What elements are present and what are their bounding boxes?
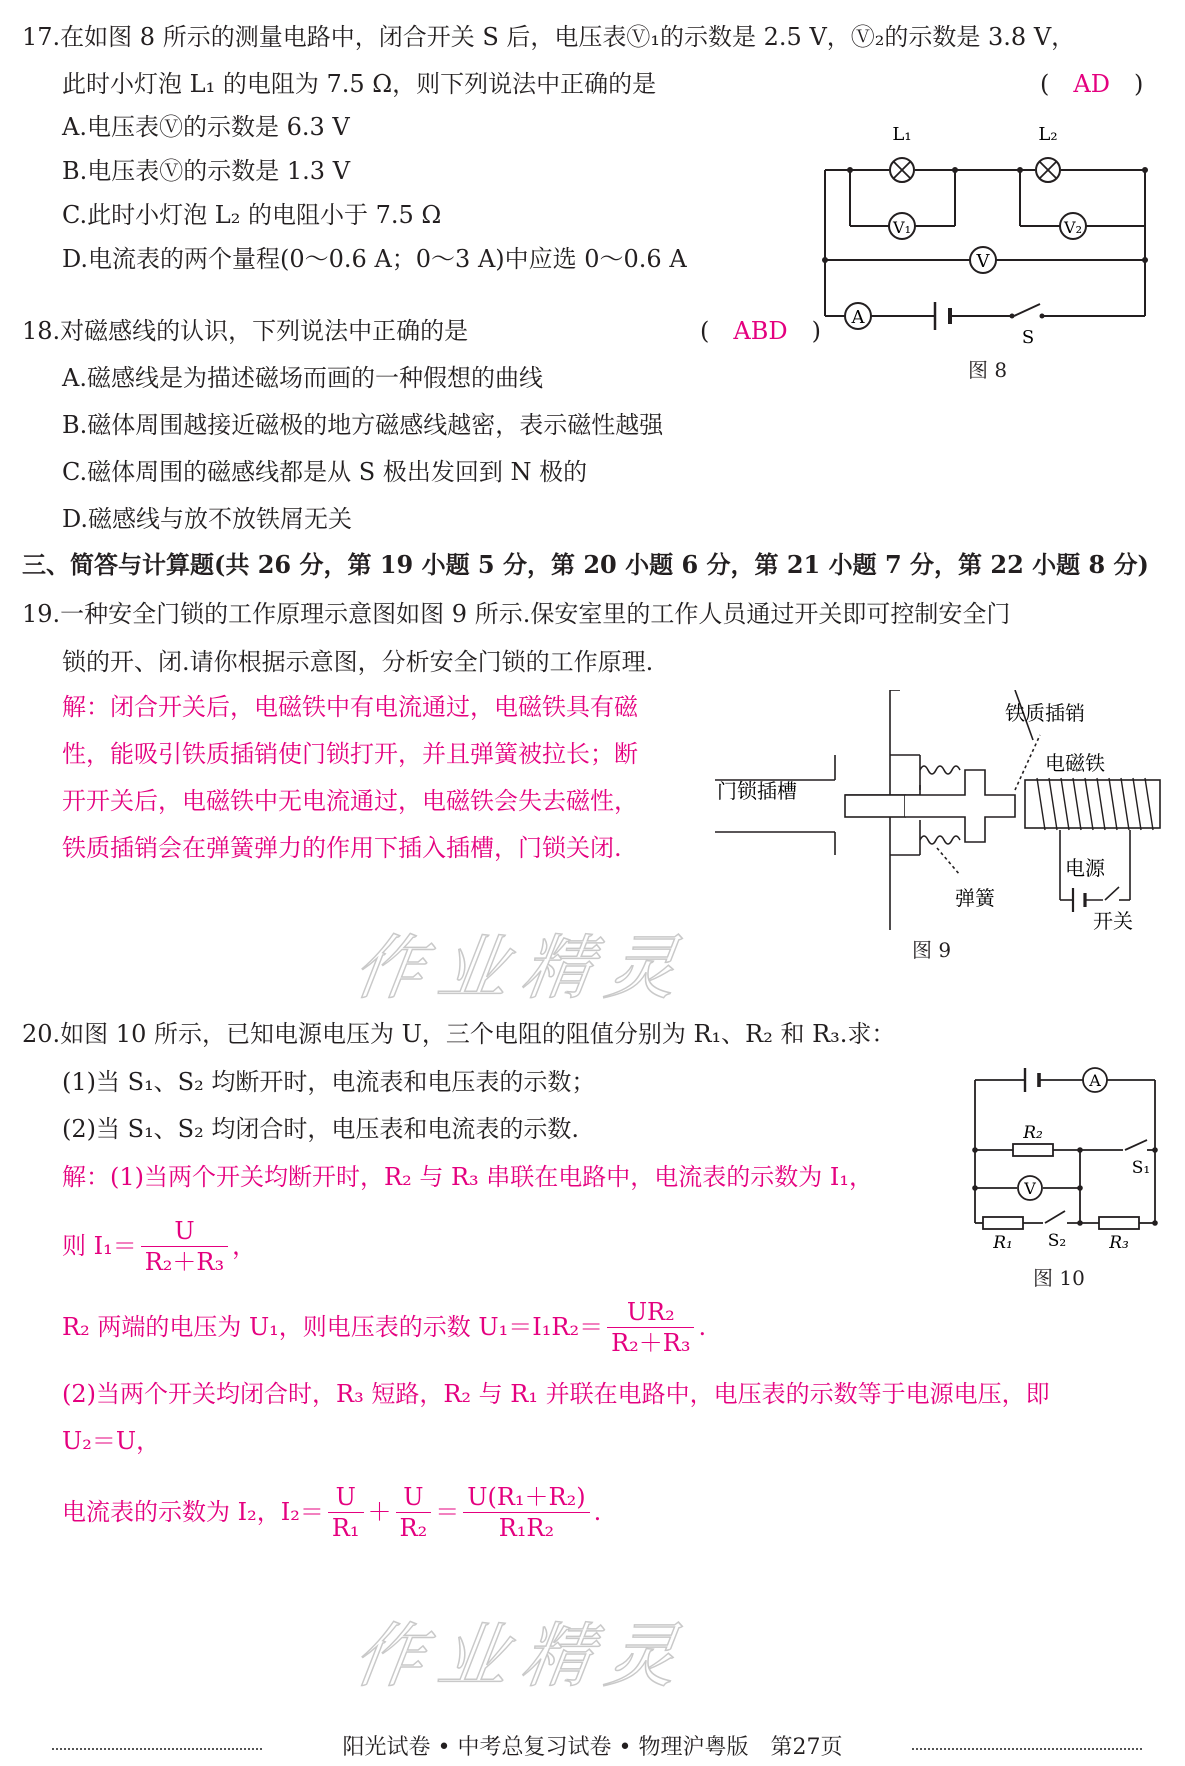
q18-option-c: C.磁体周围的磁感线都是从 S 极出发回到 N 极的 [62,458,588,486]
fig8-v1-label: V₁ [893,218,911,237]
q18-option-a: A.磁感线是为描述磁场而画的一种假想的曲线 [62,364,543,392]
fig10-v-label: V [1024,1179,1036,1198]
q20-sol-line6 [62,1478,601,1546]
q17-stem-line2: 此时小灯泡 L₁ 的电阻为 7.5 Ω，则下列说法中正确的是 [62,70,657,98]
q20-sol6-suffix: . [593,1498,602,1526]
fig8-s-label: S [1021,327,1035,348]
q20-fraction-u-r2 [396,1482,432,1543]
q19-solution-line4: 铁质插销会在弹簧弹力的作用下插入插槽，门锁关闭. [62,834,622,862]
fig10-r3-label: R₃ [1109,1233,1129,1248]
q18-option-d: D.磁感线与放不放铁屑无关 [62,505,353,533]
q20-f1-num: U [141,1216,228,1247]
section-3-header: 三、简答与计算题(共 26 分，第 19 小题 5 分，第 20 小题 6 分，第 21 小题 7 分，第 22 小题 8 分) [22,550,1149,579]
q20-f3-den: R₁ [331,1513,360,1542]
q17-option-a: A.电压表Ⓥ的示数是 6.3 V [62,113,350,141]
fig9-switch-label: 开关 [1093,909,1133,930]
fig8-l1-label: L₁ [892,124,912,145]
q17-answer: AD [1073,70,1110,98]
fig10-a-label: A [1089,1071,1101,1090]
q17-option-b: B.电压表Ⓥ的示数是 1.3 V [62,157,351,185]
q18-answer-box: ( ABD ) [700,317,821,345]
q20-fraction-u1 [607,1297,694,1358]
q20-f5-num: U(R₁＋R₂) [463,1482,589,1513]
q20-f2-num: UR₂ [607,1297,694,1328]
q19-solution-line1: 解：闭合开关后，电磁铁中有电流通过，电磁铁具有磁 [62,693,638,721]
q19-stem-line2: 锁的开、闭.请你根据示意图，分析安全门锁的工作原理. [62,648,654,676]
fig10-r1-label: R₁ [993,1233,1013,1248]
q17-option-d: D.电流表的两个量程(0～0.6 A；0～3 A)中应选 0～0.6 A [62,245,687,273]
q20-sol6-prefix: 电流表的示数为 I₂，I₂＝ [62,1498,324,1526]
q20-sol-line5: U₂＝U， [62,1427,161,1455]
fig8-v-label: V [976,251,990,272]
q20-sol-line4: (2)当两个开关均闭合时，R₃ 短路，R₂ 与 R₁ 并联在电路中，电压表的示数等于电源电压，即 [62,1380,1050,1408]
watermark-top: 作业精灵 [348,927,696,1009]
q20-part2: (2)当 S₁、S₂ 均闭合时，电压表和电流表的示数. [62,1115,580,1143]
q20-equals: ＝ [435,1498,460,1526]
q20-sol-line1: 解：(1)当两个开关均断开时，R₂ 与 R₃ 串联在电路中，电流表的示数为 I₁， [62,1163,873,1191]
q18-option-b: B.磁体周围越接近磁极的地方磁感线越密，表示磁性越强 [62,411,664,439]
q20-plus: ＋ [367,1498,392,1526]
q20-sol2-prefix: 则 I₁＝ [62,1232,137,1260]
figure-9-door-lock [715,690,1170,930]
figure-10-circuit [965,1048,1165,1248]
q20-sol-line3 [62,1293,706,1361]
q20-f5-den: R₁R₂ [498,1513,555,1542]
q18-stem: 18.对磁感线的认识，下列说法中正确的是 [22,317,469,345]
q20-f3-num: U [328,1482,364,1513]
fig10-r2-label: R₂ [1023,1123,1043,1143]
fig8-caption: 图 8 [968,358,1008,382]
q20-sol3-suffix: . [698,1313,707,1341]
q20-f1-den: R₂＋R₃ [144,1247,225,1276]
q20-f4-den: R₂ [399,1513,428,1542]
q20-fraction-i1 [141,1216,228,1277]
fig9-source-label: 电源 [1065,856,1105,880]
page-footer: 阳光试卷 • 中考总复习试卷 • 物理沪粤版 第27页 [342,1735,843,1760]
fig9-pin-label: 铁质插销 [1005,701,1085,725]
q20-fraction-total [463,1482,589,1543]
q20-sol-line2 [62,1212,256,1280]
q20-stem: 20.如图 10 所示，已知电源电压为 U，三个电阻的阻值分别为 R₁、R₂ 和 R₃.求： [22,1020,896,1048]
q17-option-c: C.此时小灯泡 L₂ 的电阻小于 7.5 Ω [62,201,442,229]
fig9-slot-label: 门锁插槽 [717,779,797,803]
fig8-v2-label: V₂ [1064,218,1082,237]
q20-sol2-suffix: ， [232,1232,257,1260]
q18-answer: ABD [733,317,788,345]
q19-stem-line1: 19.一种安全门锁的工作原理示意图如图 9 所示.保安室里的工作人员通过开关即可控制安全门 [22,600,1011,628]
q17-stem-line1: 17.在如图 8 所示的测量电路中，闭合开关 S 后，电压表Ⓥ₁的示数是 2.5 V，Ⓥ₂的示数是 3.8 V， [22,23,1076,51]
q20-sol3-prefix: R₂ 两端的电压为 U₁，则电压表的示数 U₁＝I₁R₂＝ [62,1313,604,1341]
figure-8-circuit [810,118,1170,378]
fig8-a-label: A [851,307,865,328]
fig10-s1-label: S₁ [1131,1158,1151,1178]
fig8-l2-label: L₂ [1038,124,1058,145]
fig9-caption: 图 9 [912,938,952,962]
fig9-magnet-label: 电磁铁 [1045,751,1105,775]
fig9-spring-label: 弹簧 [955,886,995,910]
q17-answer-box: ( AD ) [1040,70,1144,98]
fig10-s2-label: S₂ [1047,1231,1067,1248]
fig10-caption: 图 10 [1033,1266,1085,1290]
q19-solution-line2: 性，能吸引铁质插销使门锁打开，并且弹簧被拉长；断 [62,740,638,768]
q20-part1: (1)当 S₁、S₂ 均断开时，电流表和电压表的示数； [62,1068,596,1096]
q20-f2-den: R₂＋R₃ [611,1328,691,1357]
q19-solution-line3: 开开关后，电磁铁中无电流通过，电磁铁会失去磁性， [62,787,638,815]
q20-f4-num: U [396,1482,432,1513]
q20-fraction-u-r1 [328,1482,364,1543]
watermark-bottom: 作业精灵 [348,1615,696,1697]
